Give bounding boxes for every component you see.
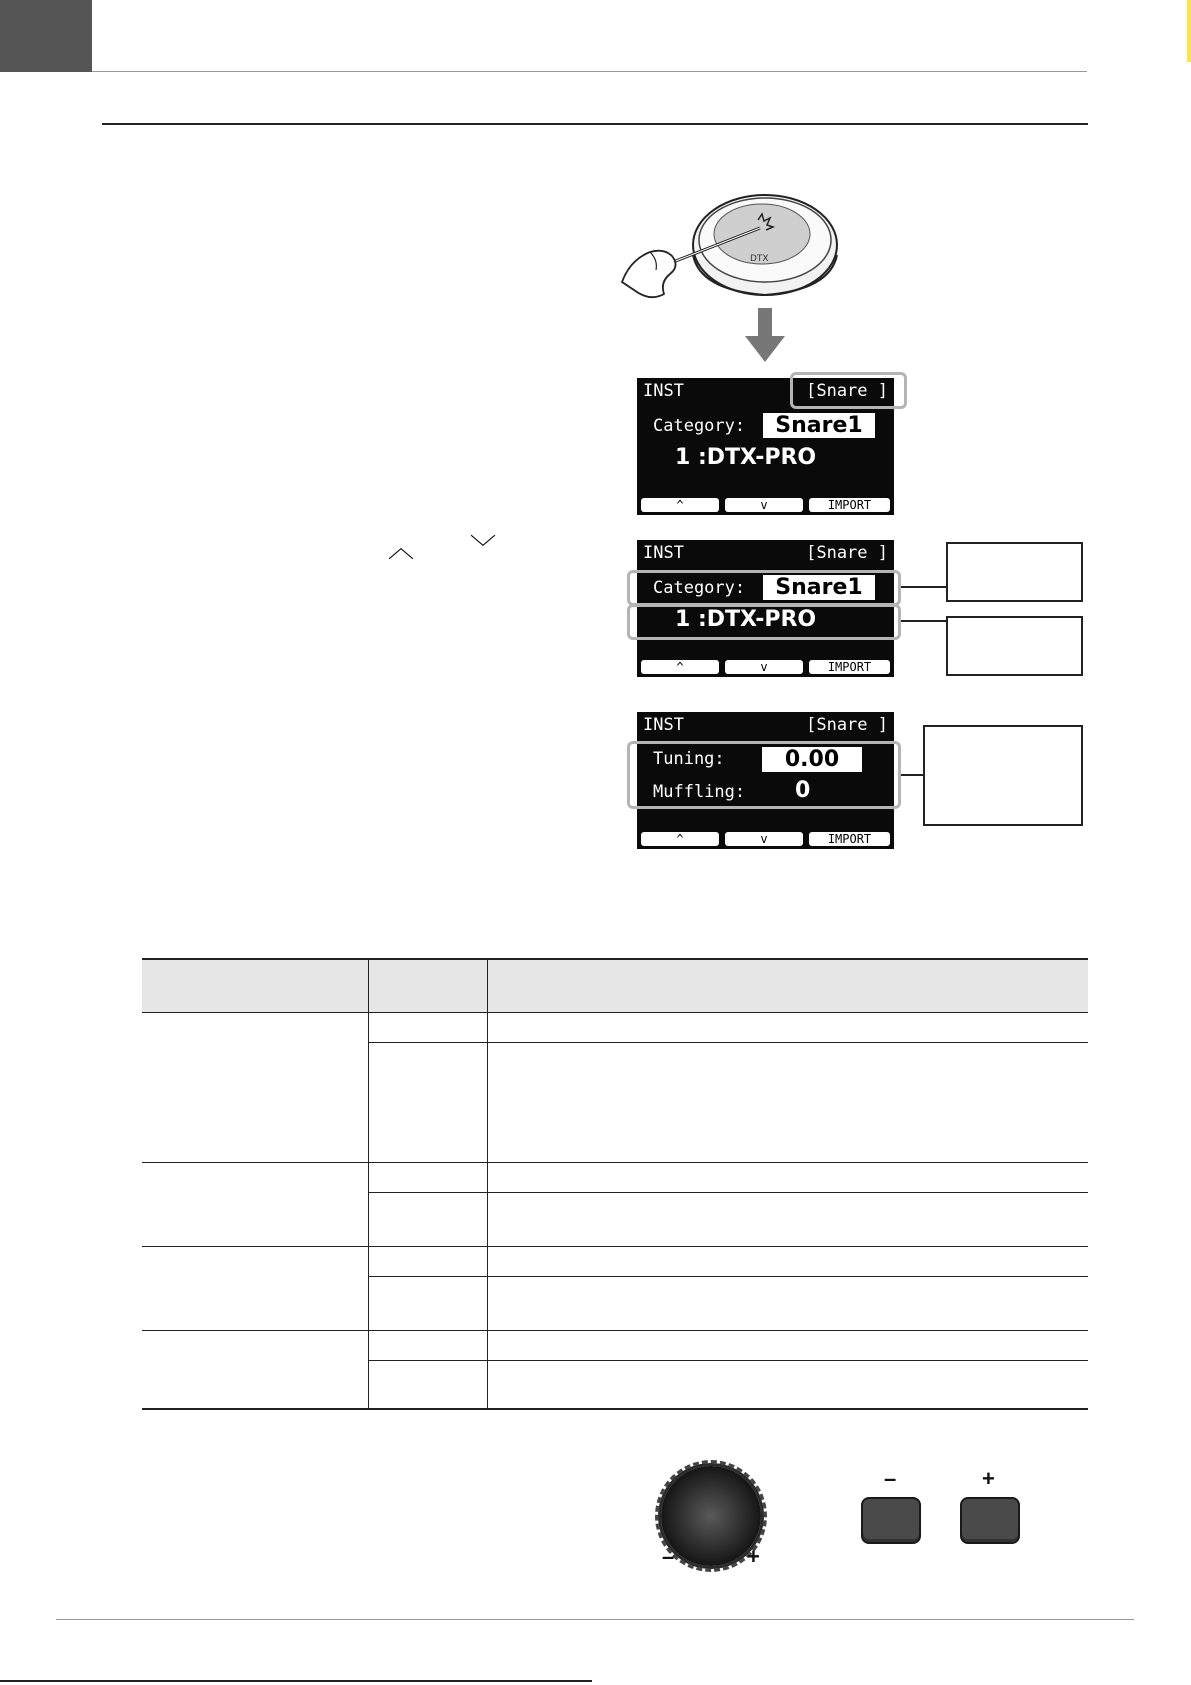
softkey-import[interactable]: IMPORT: [809, 832, 890, 846]
chapter-tab: [0, 0, 92, 72]
section-rule: [102, 123, 1088, 125]
screen-title: INST: [643, 381, 684, 401]
tuning-value: 0.00: [762, 747, 862, 772]
muffling-label: Muffling:: [653, 782, 746, 802]
slot-highlight: [790, 372, 907, 409]
pad-brand-text: DTX: [750, 254, 769, 264]
softkey-up[interactable]: ^: [641, 498, 719, 512]
category-highlight: [627, 570, 901, 606]
category-label: Category:: [653, 578, 746, 598]
table-header-row: [142, 958, 1088, 1012]
softkey-up[interactable]: ^: [641, 660, 719, 674]
table-rule: [368, 1360, 1088, 1361]
dial-plus-label: +: [747, 1544, 760, 1569]
table-rule: [142, 1408, 1088, 1410]
down-arrow-icon: ﹀: [470, 533, 497, 563]
leader-line: [901, 774, 925, 776]
footer-thick-rule: [0, 1680, 592, 1682]
table-rule: [368, 1192, 1088, 1193]
softkey-down[interactable]: v: [725, 832, 803, 846]
up-arrow-icon: ︿: [388, 533, 415, 563]
kit-line: 1 :DTX-PRO: [675, 607, 817, 632]
instrument-slot: [Snare ]: [806, 543, 888, 563]
tuning-label: Tuning:: [653, 749, 725, 769]
decrement-button[interactable]: [861, 1497, 921, 1544]
button-plus-label: +: [982, 1466, 995, 1491]
dial-minus-label: –: [662, 1544, 675, 1569]
drum-pad-illustration: [620, 190, 850, 340]
table-rule: [142, 1246, 1088, 1247]
callout-box-instrument: [946, 616, 1083, 676]
table-rule: [142, 1330, 1088, 1331]
callout-box-parameters: [923, 725, 1083, 826]
leader-line: [901, 586, 947, 588]
category-label: Category:: [653, 416, 746, 436]
instrument-highlight: [627, 604, 901, 640]
header-rule: [92, 71, 1087, 72]
down-flow-arrow-icon: [745, 308, 785, 364]
instrument-slot: [Snare ]: [806, 715, 888, 735]
table-rule: [368, 1042, 1088, 1043]
increment-button[interactable]: [960, 1497, 1020, 1544]
softkey-import[interactable]: IMPORT: [809, 660, 890, 674]
button-minus-label: –: [884, 1466, 897, 1491]
callout-box-category: [946, 542, 1083, 602]
category-value: Snare1: [763, 413, 875, 438]
table-rule: [142, 1012, 1088, 1013]
screen-title: INST: [643, 715, 684, 735]
softkey-import[interactable]: IMPORT: [809, 498, 890, 512]
category-value: Snare1: [763, 575, 875, 600]
table-rule: [368, 1276, 1088, 1277]
softkey-up[interactable]: ^: [641, 832, 719, 846]
softkey-down[interactable]: v: [725, 660, 803, 674]
leader-line: [901, 620, 947, 622]
softkey-down[interactable]: v: [725, 498, 803, 512]
instrument-slot: [Snare ]: [806, 381, 888, 401]
parameters-highlight: [627, 741, 901, 809]
footer-rule: [56, 1619, 1134, 1620]
data-dial-knob[interactable]: [661, 1466, 761, 1566]
kit-line: 1 :DTX-PRO: [675, 445, 817, 470]
screen-title: INST: [643, 543, 684, 563]
table-rule: [142, 1162, 1088, 1163]
muffling-value: 0: [795, 778, 811, 803]
table-column-divider: [487, 958, 488, 1408]
edge-marker: [1187, 0, 1191, 62]
table-column-divider: [368, 958, 369, 1408]
